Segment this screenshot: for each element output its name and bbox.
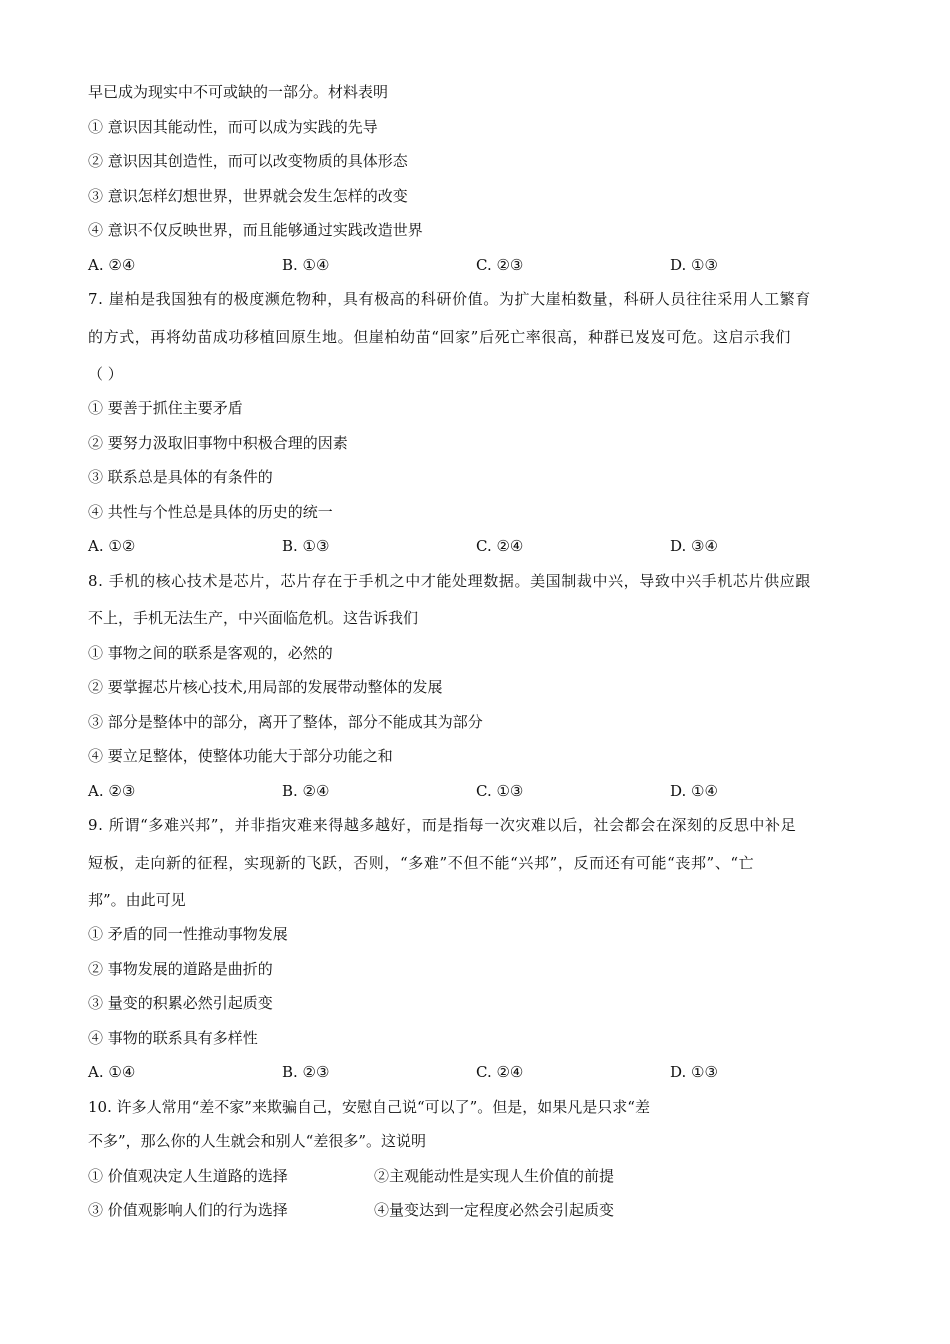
q9-option-b: B. ②③ [282,1063,330,1081]
q9-stem-line-3: 邦”。由此可见 [88,891,186,909]
q6-stem-tail: 早已成为现实中不可或缺的一部分。材料表明 [88,83,389,101]
q10-item-2: ②主观能动性是实现人生价值的前提 [374,1167,615,1185]
q7-item-2: ② 要努力汲取旧事物中积极合理的因素 [88,434,348,452]
q8-stem-line-1: 8. 手机的核心技术是芯片，芯片存在于手机之中才能处理数据。美国制裁中兴，导致中兴手机芯片供应跟 [88,572,811,590]
q7-option-c: C. ②④ [476,537,524,555]
q10-stem-line-2: 不多”，那么你的人生就会和别人“差很多”。这说明 [88,1132,427,1150]
q9-item-2: ② 事物发展的道路是曲折的 [88,960,273,978]
q7-item-1: ① 要善于抓住主要矛盾 [88,399,243,417]
q6-item-2: ② 意识因其创造性，而可以改变物质的具体形态 [88,152,408,170]
q8-item-1: ① 事物之间的联系是客观的，必然的 [88,644,333,662]
q7-item-4: ④ 共性与个性总是具体的历史的统一 [88,503,333,521]
q9-item-3: ③ 量变的积累必然引起质变 [88,994,273,1012]
q10-item-4: ④量变达到一定程度必然会引起质变 [374,1201,615,1219]
q8-item-3: ③ 部分是整体中的部分，离开了整体，部分不能成其为部分 [88,713,483,731]
q6-option-d: D. ①③ [670,256,718,274]
q9-stem-line-2: 短板，走向新的征程，实现新的飞跃，否则，“多难”不但不能“兴邦”，反而还有可能“丧邦”、“亡 [88,854,755,872]
q9-option-a: A. ①④ [88,1063,136,1081]
q6-option-a: A. ②④ [88,256,136,274]
q9-item-4: ④ 事物的联系具有多样性 [88,1029,258,1047]
q9-item-1: ① 矛盾的同一性推动事物发展 [88,925,288,943]
q7-option-a: A. ①② [88,537,136,555]
q6-item-1: ① 意识因其能动性，而可以成为实践的先导 [88,118,378,136]
q6-option-c: C. ②③ [476,256,524,274]
q7-stem-line-2: 的方式，再将幼苗成功移植回原生地。但崖柏幼苗“回家”后死亡率很高，种群已岌岌可危。这启示我们 [88,328,791,346]
q8-option-d: D. ①④ [670,782,718,800]
q8-item-2: ② 要掌握芯片核心技术,用局部的发展带动整体的发展 [88,678,443,696]
q8-option-b: B. ②④ [282,782,330,800]
q9-stem-line-1: 9. 所谓“多难兴邦”，并非指灾难来得越多越好，而是指每一次灾难以后，社会都会在深刻的反思中补足 [88,816,797,834]
q7-option-b: B. ①③ [282,537,330,555]
q10-item-1: ① 价值观决定人生道路的选择 [88,1167,288,1185]
q8-stem-line-2: 不上，手机无法生产，中兴面临危机。这告诉我们 [88,609,419,627]
q6-item-3: ③ 意识怎样幻想世界，世界就会发生怎样的改变 [88,187,408,205]
q6-item-4: ④ 意识不仅反映世界，而且能够通过实践改造世界 [88,221,423,239]
q8-item-4: ④ 要立足整体，使整体功能大于部分功能之和 [88,747,393,765]
q9-option-d: D. ①③ [670,1063,718,1081]
q7-option-d: D. ③④ [670,537,718,555]
q9-option-c: C. ②④ [476,1063,524,1081]
q8-option-c: C. ①③ [476,782,524,800]
q6-option-b: B. ①④ [282,256,330,274]
q7-item-3: ③ 联系总是具体的有条件的 [88,468,273,486]
q7-answer-blank: （ ） [88,365,123,383]
q10-item-3: ③ 价值观影响人们的行为选择 [88,1201,288,1219]
q10-stem-line-1: 10. 许多人常用“差不家”来欺骗自己，安慰自己说“可以了”。但是，如果凡是只求“差 [88,1098,650,1116]
q8-option-a: A. ②③ [88,782,136,800]
q7-stem-line-1: 7. 崖柏是我国独有的极度濒危物种，具有极高的科研价值。为扩大崖柏数量，科研人员往往采用人工繁育 [88,290,811,308]
